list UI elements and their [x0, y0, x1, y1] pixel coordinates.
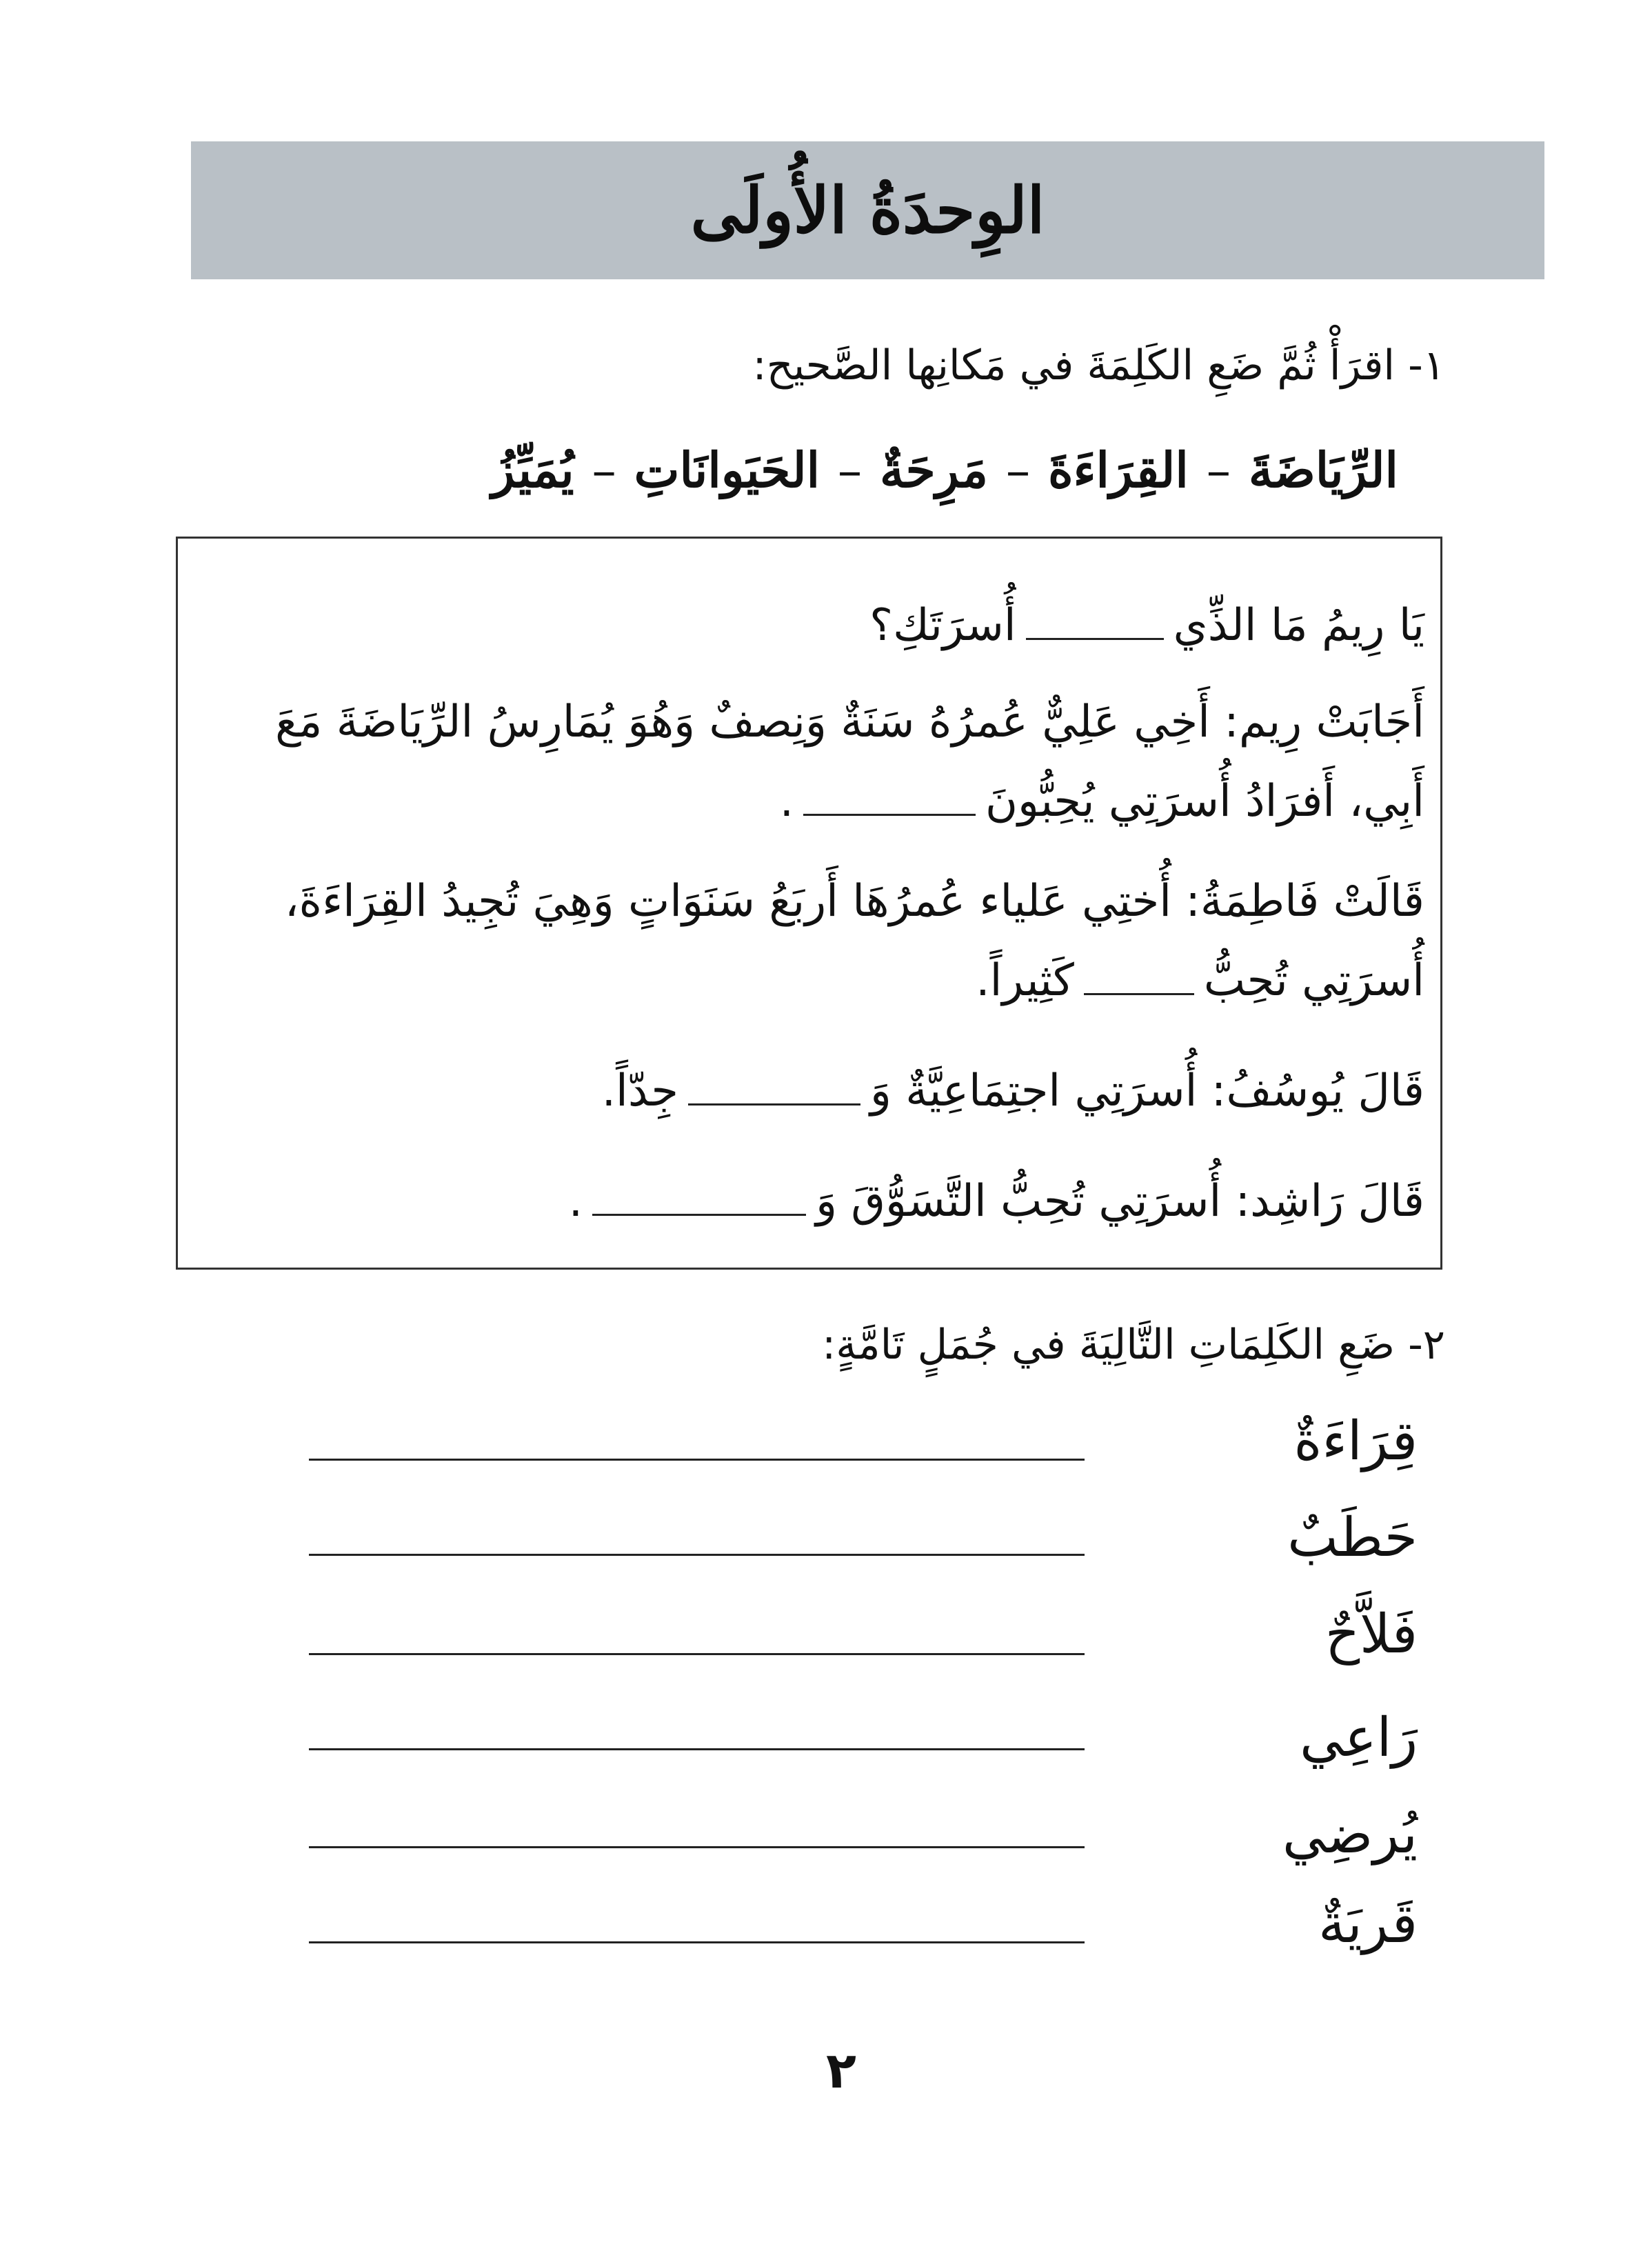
page-number: ٢: [826, 2041, 856, 2099]
word-bank-item: الحَيَوانَاتِ: [634, 441, 820, 499]
exercise-line-6: قَالَ يُوسُفُ: أُسرَتِي اجتِمَاعِيَّةٌ وَجِدّاً.: [601, 1066, 1424, 1117]
unit-header-banner: [191, 141, 1544, 279]
answer-line[interactable]: [309, 1846, 1085, 1848]
word-separator: –: [838, 441, 863, 499]
prompt-word: فَلاَّحٌ: [1324, 1603, 1418, 1665]
sentence-row: [252, 1697, 1424, 1779]
exercise-line-4: قَالَتْ فَاطِمَةُ: أُختِي عَلياء عُمرُهَا أَربَعُ سَنَوَاتٍ وَهِيَ تُجِيدُ القِرَاءَةَ،: [284, 876, 1424, 927]
word-bank: [492, 441, 1398, 499]
answer-line[interactable]: [309, 1459, 1085, 1461]
word-bank-item: مَرِحَةٌ: [880, 441, 988, 499]
answer-line[interactable]: [309, 1941, 1085, 1943]
sentence-row: [252, 1793, 1424, 1876]
answer-line[interactable]: [309, 1653, 1085, 1655]
word-separator: –: [1005, 441, 1030, 499]
prompt-word: رَاعِي: [1300, 1707, 1418, 1769]
answer-line[interactable]: [309, 1554, 1085, 1556]
prompt-word: يُرضِي: [1282, 1803, 1418, 1865]
question-1-title: ١- اقرَأْ ثُمَّ ضَعِ الكَلِمَةَ في مَكانِها الصَّحيح:: [752, 341, 1445, 390]
sentence-row: [252, 1497, 1424, 1579]
exercise-line-5: أُسرَتِي تُحِبُّكَثِيراً.: [976, 955, 1424, 1006]
answer-line[interactable]: [309, 1748, 1085, 1750]
word-separator: –: [592, 441, 616, 499]
word-bank-item: الرِّيَاضَةَ: [1248, 441, 1398, 499]
exercise-line-2: أَجَابَتْ رِيم: أَخِي عَلِيٌّ عُمرُهُ سَنَةٌ وَنِصفٌ وَهُوَ يُمَارِسُ الرِّيَاضَةَ مَعَ: [275, 697, 1424, 748]
prompt-word: حَطَبٌ: [1287, 1507, 1418, 1569]
exercise-line-3: أَبِي، أَفرَادُ أُسرَتِي يُحِبُّونَ.: [779, 776, 1424, 827]
word-bank-item: يُمَيِّزُ: [491, 441, 574, 499]
prompt-word: قِرَاءَةٌ: [1293, 1410, 1418, 1472]
blank-3[interactable]: [1084, 992, 1194, 995]
sentence-row: [252, 1400, 1424, 1483]
word-bank-item: القِرَاءَةَ: [1047, 441, 1189, 499]
unit-title: الوِحدَةُ الأُولَى: [690, 173, 1045, 248]
blank-2[interactable]: [803, 813, 976, 816]
prompt-word: قَريَةٌ: [1318, 1893, 1418, 1955]
blank-5[interactable]: [592, 1213, 806, 1216]
question-2-title: ٢- ضَعِ الكَلِمَاتِ التَّالِيَةَ في جُمَلٍ تَامَّةٍ:: [822, 1321, 1445, 1369]
sentence-row: [252, 1593, 1424, 1676]
exercise-line-1: يَا رِيمُ مَا الذِّيأُسرَتَكِ؟: [869, 600, 1424, 651]
sentence-row: [252, 1883, 1424, 1965]
blank-4[interactable]: [688, 1103, 860, 1106]
exercise-line-7: قَالَ رَاشِد: أُسرَتِي تُحِبُّ التَّسَوُّقَ وَ.: [568, 1176, 1424, 1227]
blank-1[interactable]: [1026, 637, 1164, 640]
word-separator: –: [1206, 441, 1231, 499]
